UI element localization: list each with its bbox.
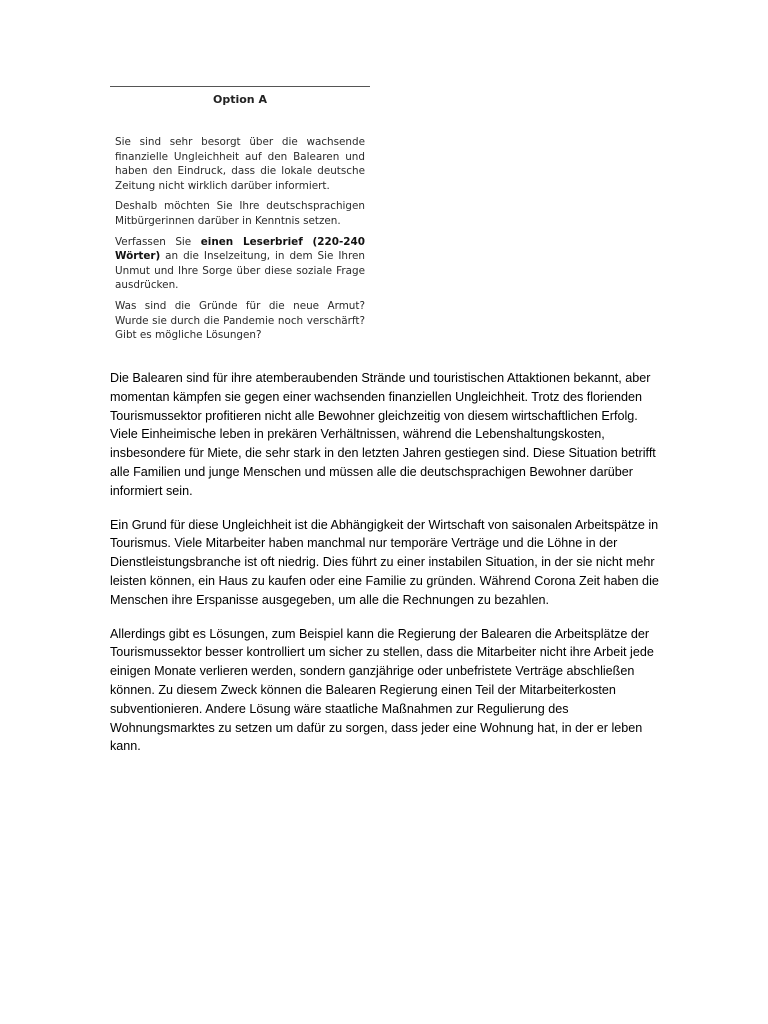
top-divider bbox=[110, 86, 370, 87]
essay-paragraph-2: Ein Grund für diese Ungleichheit ist die Abhängigkeit der Wirtschaft von saisonalen Arbeitspätze in Tourismus. Viele Mitarbeiter haben manchmal nur temporäre Verträge und die Löhne in der Dienstleistungsbranche ist oft niedrig. Dies führt zu einer instabilen Situation, in der sie nicht mehr leisten können, ein Haus zu kaufen oder eine Familie zu gründen. Während Corona Zeit haben die Menschen ihre Erspanisse ausgegeben, um alle die Rechnungen zu bezahlen. bbox=[110, 517, 659, 607]
task-paragraph-3-end: an die Inselzeitung, in dem Sie Ihren Unmut und Ihre Sorge über diese soziale Frage ausdrücken. bbox=[115, 250, 365, 292]
task-title: Option A bbox=[213, 93, 267, 106]
task-paragraph-3-emphasis: einen Leserbrief (220-240 Wörter) bbox=[115, 235, 365, 263]
task-paragraph-3-start: Verfassen Sie bbox=[115, 235, 201, 248]
task-prompt-image bbox=[110, 84, 370, 356]
task-instructions bbox=[115, 135, 365, 349]
task-paragraph-1: Sie sind sehr besorgt über die wachsende finanzielle Ungleichheit auf den Balearen und haben den Eindruck, dass die lokale deutsche Zeitung nicht wirklich darüber informiert. bbox=[115, 136, 365, 192]
essay-body bbox=[110, 369, 660, 771]
task-paragraph-2: Deshalb möchten Sie Ihre deutschsprachigen Mitbürgerinnen darüber in Kenntnis setzen. bbox=[115, 200, 365, 227]
task-paragraph-4: Was sind die Gründe für die neue Armut? Wurde sie durch die Pandemie noch verschärft? Gibt es mögliche Lösungen? bbox=[115, 299, 365, 342]
essay-paragraph-3: Allerdings gibt es Lösungen, zum Beispiel kann die Regierung der Balearen die Arbeitsplätze der Tourismussektor besser kontrolliert um sicher zu stellen, dass die Mitarbeiter nicht ihre Arbeit jede einigen Monate verlieren werden, sondern ganzjährige oder unbefristete Verträge abschließen können. Zu diesem Zweck können die Balearen Regierung einen Teil der Mitarbeiterkosten subventionieren. Andere Lösung wäre staatliche Maßnahmen zur Regulierung des Wohnungsmarktes zu setzen um dafür zu sorgen, dass jeder eine Wohnung hat, in der er leben kann. bbox=[110, 626, 654, 754]
task-paragraph-3 bbox=[115, 235, 365, 293]
essay-paragraph-1: Die Balearen sind für ihre atemberaubenden Strände und touristischen Attaktionen bekannt, aber momentan kämpfen sie gegen einer wachsenden finanziellen Ungleichheit. Trotz des florienden Tourismussektor profitieren nicht alle Bewohner gleichzeitig von diesem wirtschaftlichen Erfolg. Viele Einheimische leben in prekären Verhältnissen, während die Lebenshaltungskosten, insbesondere für Miete, die sehr stark in den letzten Jahren gestiegen sind. Diese Situation betrifft alle Familien und junge Menschen und müssen alle die deutschsprachigen Bewohner darüber informiert sein. bbox=[110, 371, 656, 498]
